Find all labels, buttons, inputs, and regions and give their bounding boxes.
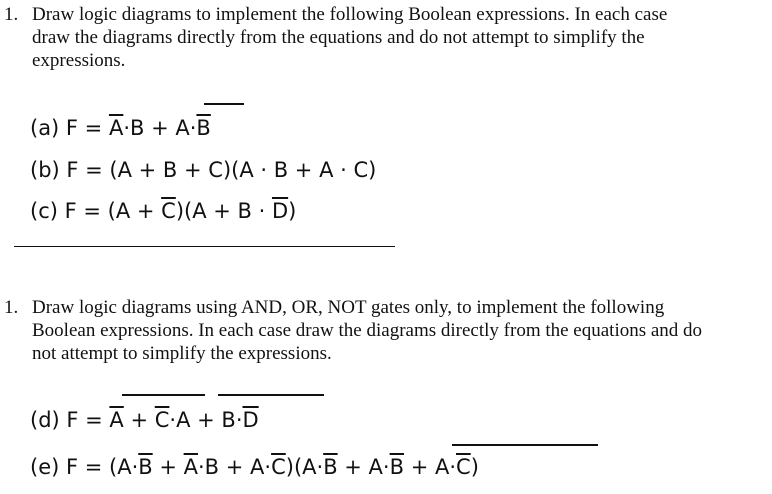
equation-e xyxy=(30,452,479,482)
equation-e-plus-1: + xyxy=(152,455,184,479)
equation-d-not-c: $\overline{C}$ xyxy=(154,408,170,432)
problem-2-line-3: not attempt to simplify the expressions. xyxy=(32,343,332,364)
equation-c xyxy=(30,196,296,226)
equation-a xyxy=(30,113,211,143)
problem-1-line-2: draw the diagrams directly from the equations and do not attempt to simplify the xyxy=(32,27,645,48)
equation-d-prefix: (d) F = xyxy=(30,408,110,432)
equation-e-prefix: (e) F = (A· xyxy=(30,455,139,479)
equation-a-prefix: (a) F = xyxy=(30,116,109,140)
equation-c-prefix: (c) F = (A + xyxy=(30,199,162,223)
equation-c-mid: )(A + B · xyxy=(175,199,272,223)
equation-a-mid: ·B + A· xyxy=(123,116,197,140)
problem-1-line-1: Draw logic diagrams to implement the following Boolean expressions. In each case xyxy=(32,4,668,25)
equation-d-overbar-2 xyxy=(218,394,324,396)
equation-e-end: ) xyxy=(470,455,479,479)
problem-1-text xyxy=(32,3,767,72)
problem-2-number: 1. xyxy=(4,297,19,318)
equation-e-mid-1: ·B + A· xyxy=(198,455,272,479)
equation-c-not-c: $\overline{C}$ xyxy=(161,199,176,223)
equation-e-not-a: $\overline{A}$ xyxy=(183,455,198,479)
equation-b xyxy=(30,155,376,185)
equation-d-not-a: $\overline{A}$ xyxy=(109,408,124,432)
equation-e-mid-2: )(A· xyxy=(285,455,324,479)
problem-1-line-3: expressions. xyxy=(32,50,126,71)
equation-d-overbar-1 xyxy=(122,394,205,396)
equation-c-end: ) xyxy=(288,199,297,223)
equation-c-not-d: $\overline{D}$ xyxy=(271,199,289,223)
section-divider xyxy=(14,246,395,247)
equation-d-not-d: $\overline{D}$ xyxy=(242,408,259,432)
equation-a-not-a: $\overline{A}$ xyxy=(108,116,124,140)
equation-d xyxy=(30,405,259,435)
problem-2-line-1: Draw logic diagrams using AND, OR, NOT gates only, to implement the following xyxy=(32,297,665,318)
problem-1-number: 1. xyxy=(4,4,19,25)
equation-e-mid-3: + A· xyxy=(337,455,390,479)
equation-b-text: (b) F = (A + B + C)(A · B + A · C) xyxy=(30,158,377,182)
equation-e-not-b-3: $\overline{B}$ xyxy=(389,455,405,479)
equation-e-overbar xyxy=(452,444,598,446)
equation-e-not-b-2: $\overline{B}$ xyxy=(323,455,338,479)
equation-a-not-b: $\overline{B}$ xyxy=(196,116,211,140)
problem-2-line-2: Boolean expressions. In each case draw the diagrams directly from the equations and do xyxy=(32,320,703,341)
equation-e-not-b-1: $\overline{B}$ xyxy=(138,455,153,479)
equation-a-overbar xyxy=(204,103,244,105)
equation-e-not-c-1: $\overline{C}$ xyxy=(271,455,286,479)
equation-e-not-c-2: $\overline{C}$ xyxy=(456,455,471,479)
problem-2-text xyxy=(32,296,767,365)
equation-d-mid: ·A + B· xyxy=(169,408,243,432)
equation-e-mid-4: + A· xyxy=(404,455,457,479)
equation-d-plus: + xyxy=(123,408,155,432)
